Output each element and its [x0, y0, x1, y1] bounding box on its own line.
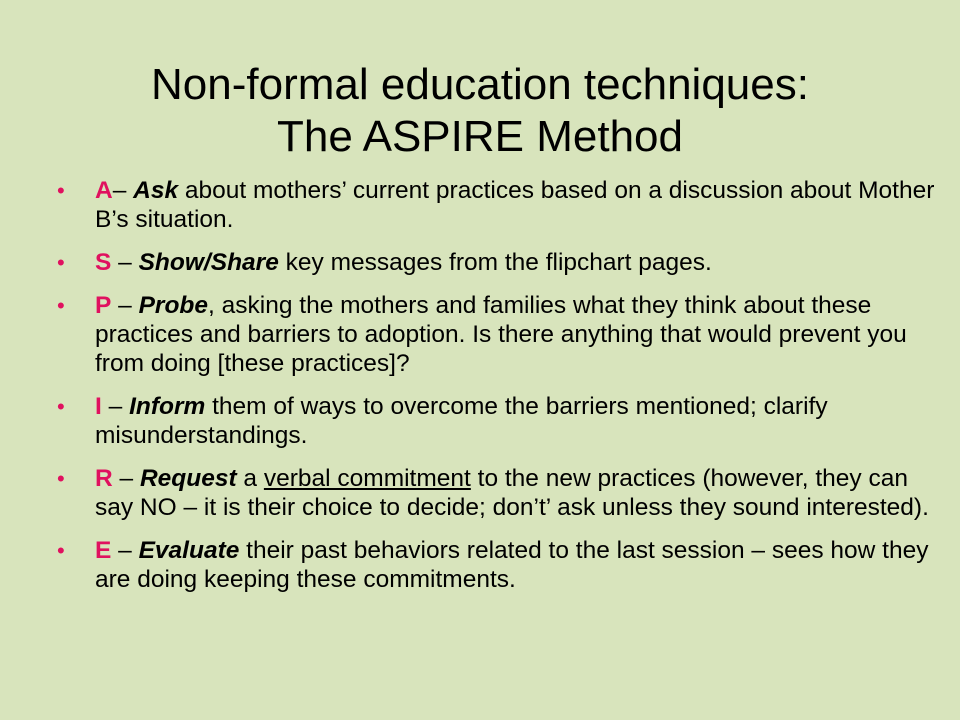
bullet-keyword: Evaluate — [138, 537, 240, 564]
bullet-text: them of ways to overcome the barriers mentioned; clarify misunderstandings. — [95, 393, 828, 449]
bullet-probe — [55, 291, 935, 378]
bullet-letter: A — [95, 177, 113, 204]
bullet-show-share — [55, 248, 935, 277]
bullet-dot-icon: • — [57, 250, 65, 275]
bullet-keyword: Ask — [133, 177, 179, 204]
bullet-dot-icon: • — [57, 466, 65, 491]
bullet-underlined-text: verbal commitment — [263, 465, 471, 492]
bullet-inform — [55, 392, 935, 450]
bullet-letter: I — [95, 393, 102, 420]
bullet-dash: – — [112, 465, 140, 492]
bullet-dash: – — [101, 393, 130, 420]
bullet-dash: – — [112, 177, 134, 204]
bullet-text: to the new practices (however, they can say NO – it is their choice to decide; don’t’ ask unless they sound interested). — [95, 465, 929, 521]
bullet-letter: P — [95, 292, 112, 319]
bullet-letter: S — [95, 249, 112, 276]
bullet-dot-icon: • — [57, 293, 65, 318]
bullet-text: their past behaviors related to the last session – sees how they are doing keeping these commitments. — [95, 537, 929, 593]
bullet-letter: E — [95, 537, 112, 564]
slide-title-line-1: Non-formal education techniques: — [151, 60, 809, 110]
bullet-text: a — [236, 465, 264, 492]
bullet-text: about mothers’ current practices based on a discussion about Mother B’s situation. — [95, 177, 935, 233]
bullet-letter: R — [95, 465, 113, 492]
bullet-keyword: Request — [139, 465, 237, 492]
aspire-bullet-list — [55, 176, 935, 608]
bullet-dot-icon: • — [57, 178, 65, 203]
bullet-ask — [55, 176, 935, 234]
bullet-dot-icon: • — [57, 394, 65, 419]
bullet-text: key messages from the flipchart pages. — [278, 249, 712, 276]
slide-title-line-2: The ASPIRE Method — [277, 112, 683, 162]
bullet-keyword: Probe — [138, 292, 209, 319]
bullet-keyword: Show/Share — [138, 249, 279, 276]
bullet-keyword: Inform — [129, 393, 206, 420]
bullet-evaluate — [55, 536, 935, 594]
bullet-dash: – — [111, 249, 139, 276]
bullet-dot-icon: • — [57, 538, 65, 563]
bullet-dash: – — [111, 537, 139, 564]
slide-title — [40, 59, 920, 163]
bullet-request — [55, 464, 935, 522]
bullet-text: , asking the mothers and families what they think about these practices and barriers to adoption. Is there anything that would prevent you from doing [these practices]? — [95, 292, 907, 377]
bullet-dash: – — [111, 292, 139, 319]
